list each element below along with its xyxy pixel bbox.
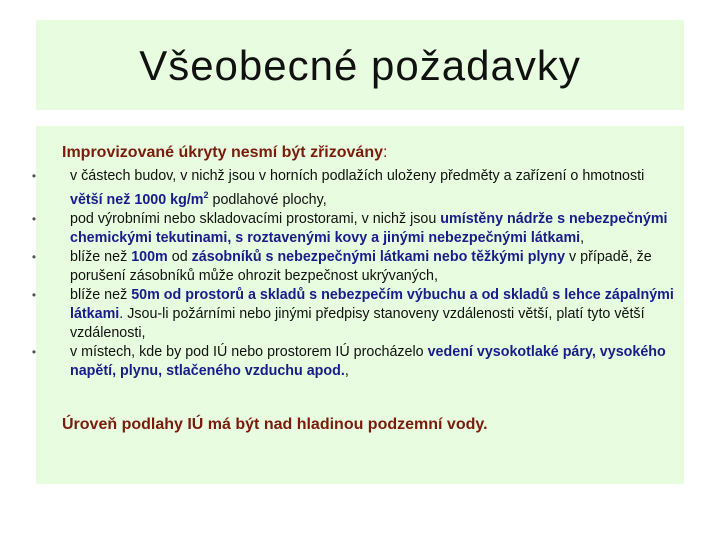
- content-panel: [31, 126, 684, 484]
- item-text: pod výrobními nebo skladovacími prostorami, v nichž jsou: [70, 210, 441, 227]
- item-text: od: [167, 248, 192, 265]
- item-highlight: větší než 1000 kg/m: [70, 191, 204, 208]
- list-item: [31, 286, 676, 343]
- item-highlight: zásobníků s nebezpečnými látkami nebo těžkými plyny: [191, 248, 566, 265]
- bullet-icon: •: [31, 249, 37, 264]
- item-text: blíže než: [70, 248, 132, 265]
- item-highlight: umístěny nádrže s nebezpečnými chemickými tekutinami, s roztavenými kovy a jinými nebezpečnými látkami: [70, 210, 668, 246]
- requirements-list: [31, 167, 676, 381]
- item-highlight: vedení vysokotlaké páry, vysokého napětí, plynu, stlačeného vzduchu apod.: [70, 343, 666, 379]
- list-item: [31, 343, 676, 381]
- item-highlight: 50m od prostorů a skladů s nebezpečím výbuchu a od skladů s lehce zápalnými látkami: [70, 286, 674, 322]
- item-text: v místech, kde by pod IÚ nebo prostorem IÚ procházelo: [70, 343, 428, 360]
- slide-title: Všeobecné požadavky: [139, 42, 581, 89]
- title-panel: [36, 20, 684, 110]
- item-text: ,: [580, 229, 585, 246]
- bullet-icon: •: [31, 211, 37, 226]
- item-text: podlahové plochy,: [208, 191, 327, 208]
- item-highlight: 100m: [131, 248, 168, 265]
- list-item: [31, 248, 676, 286]
- footer-note: Úroveň podlahy IÚ má být nad hladinou podzemní vody.: [62, 416, 488, 433]
- item-text: . Jsou-li požárními nebo jinými předpisy stanoveny vzdálenosti větší, platí tyto větší vzdálenosti,: [70, 305, 645, 341]
- bullet-icon: •: [31, 344, 37, 359]
- list-item: [31, 210, 676, 248]
- section-heading-colon: :: [383, 144, 388, 161]
- bullet-icon: •: [31, 169, 37, 183]
- section-heading-text: Improvizované úkryty nesmí být zřizovány: [62, 144, 383, 161]
- item-text: ,: [344, 362, 349, 379]
- item-superscript: 2: [203, 190, 209, 200]
- item-text: blíže než: [70, 286, 132, 303]
- item-text: v případě, že porušení zásobníků může ohrozit bezpečnost ukrývaných,: [70, 248, 652, 284]
- bullet-icon: •: [31, 287, 37, 302]
- item-text: v částech budov, v nichž jsou v horních podlažích uloženy předměty a zařízení o hmotnosti: [70, 168, 645, 184]
- section-heading: [62, 144, 387, 162]
- list-item: [31, 167, 676, 210]
